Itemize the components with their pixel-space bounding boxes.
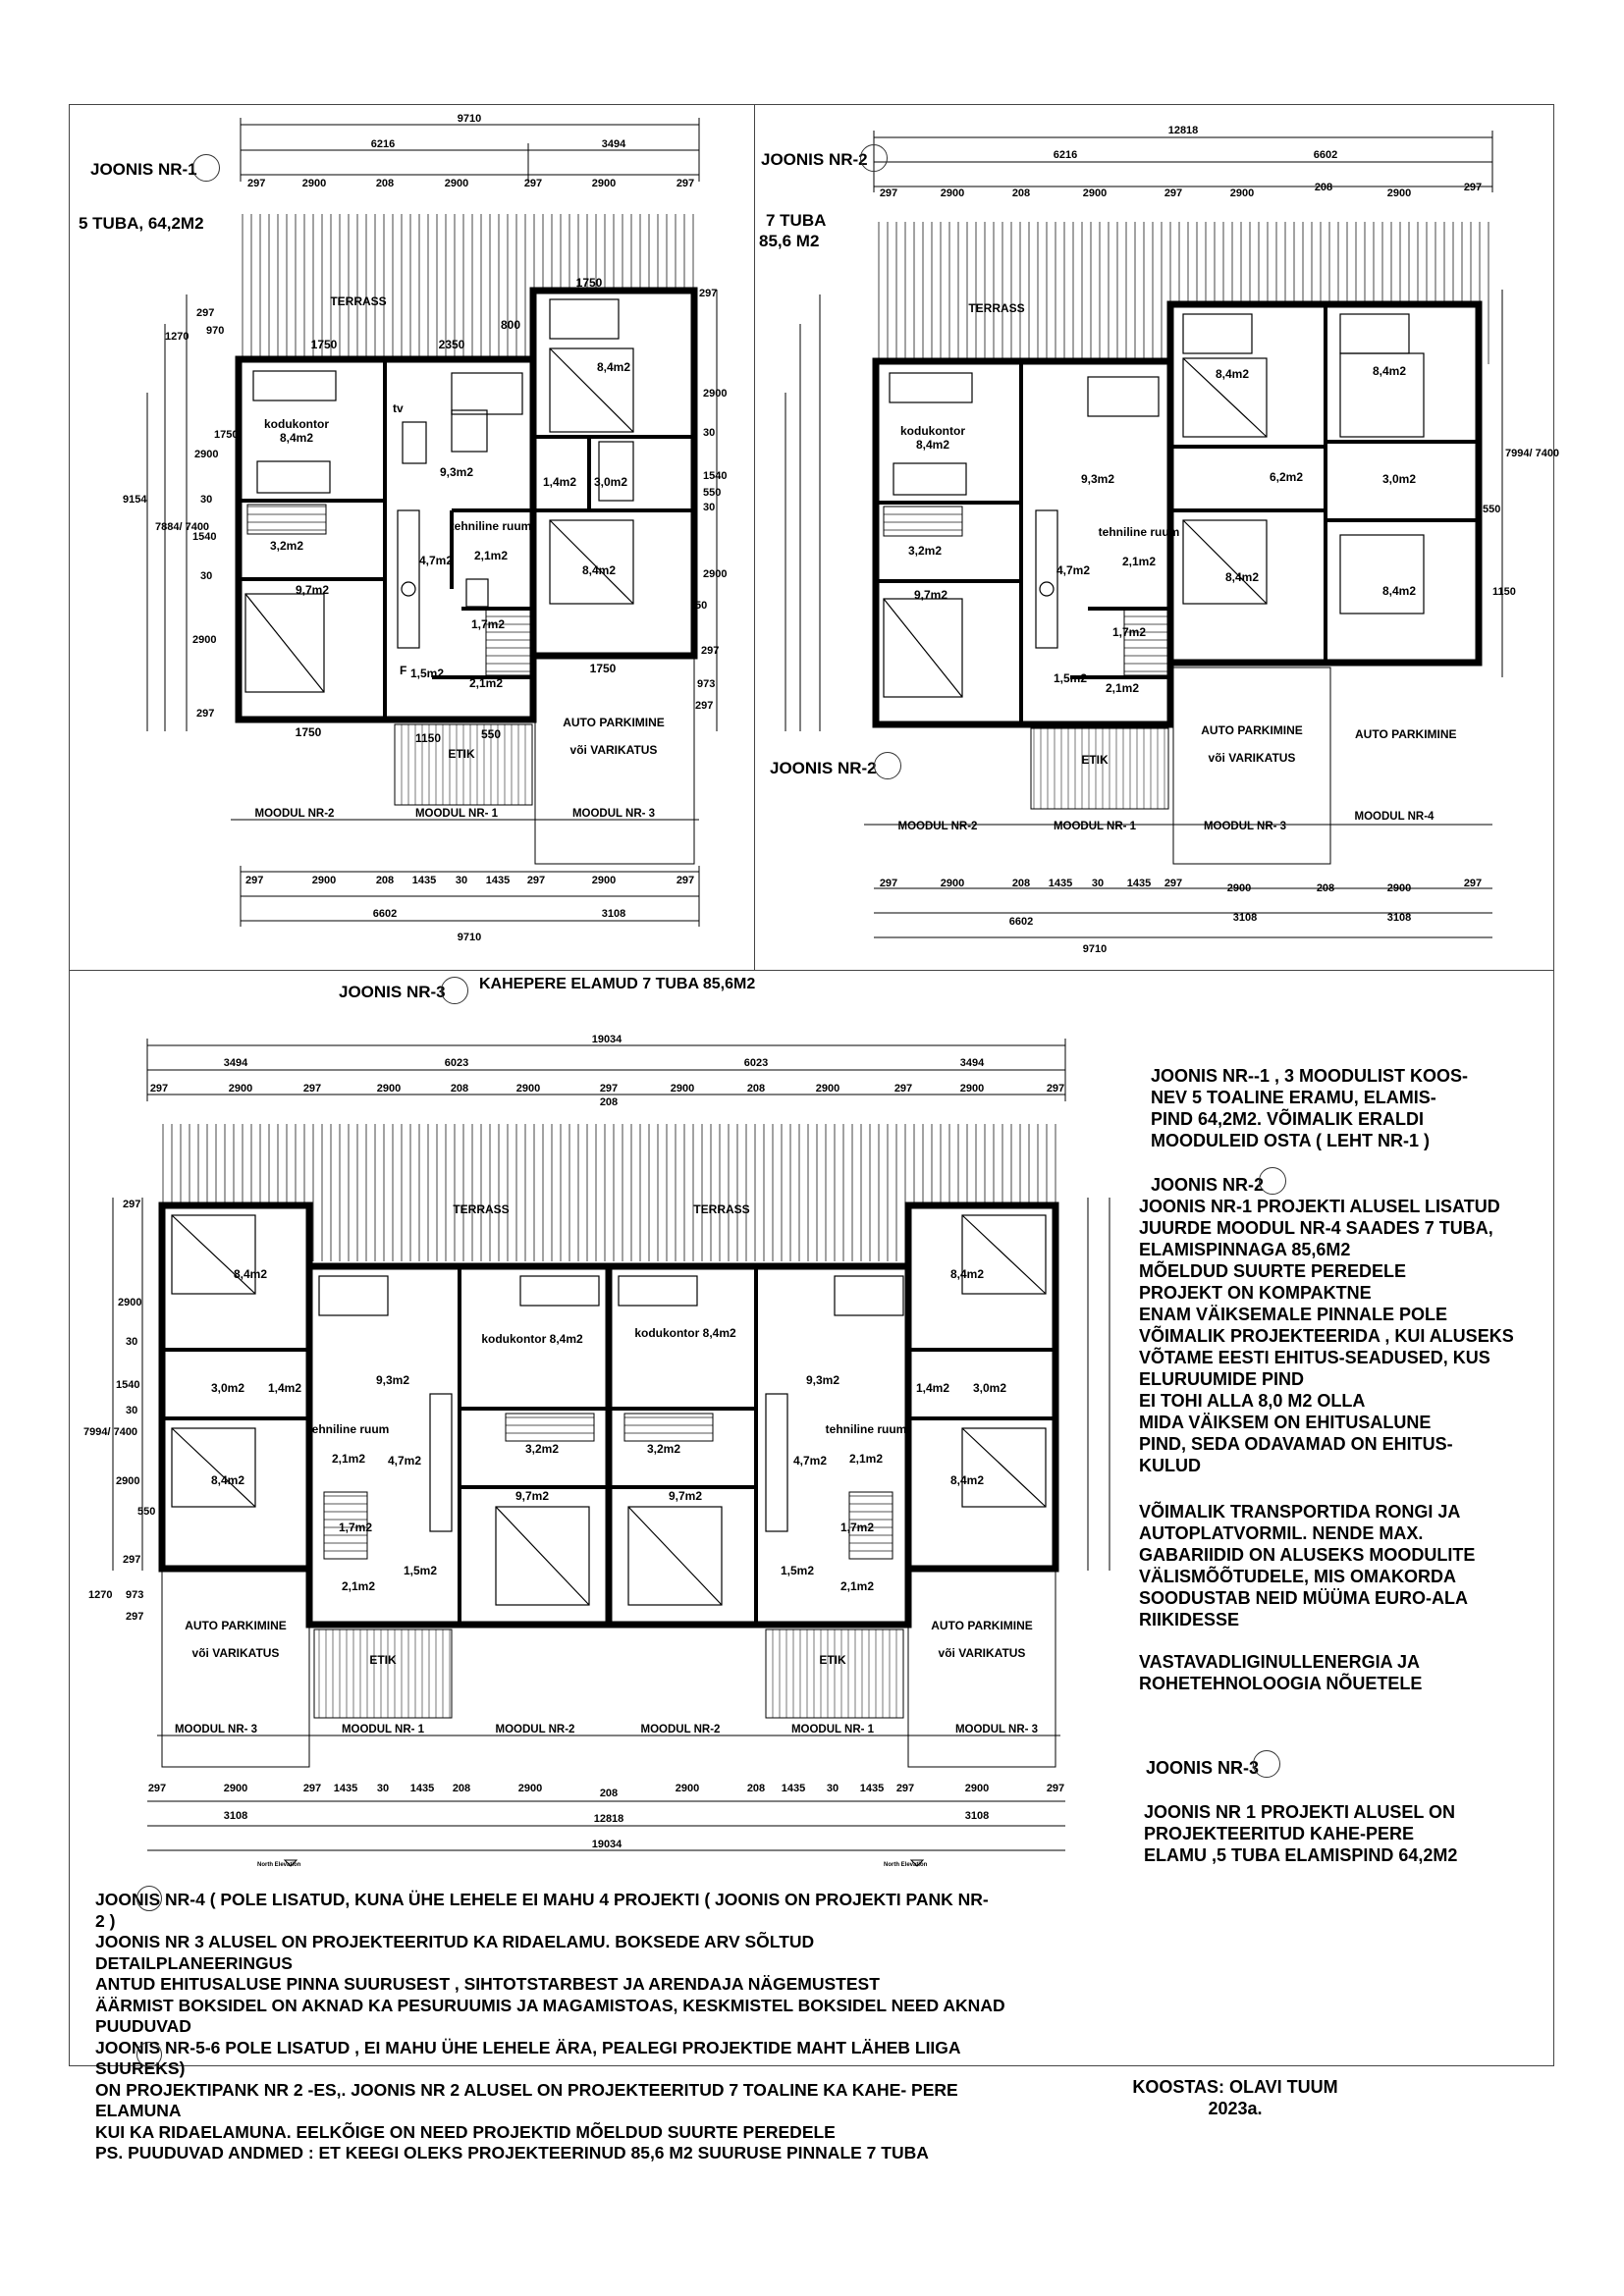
- plan1-dimr-1: 2900: [703, 388, 728, 400]
- plan3-dim-e: 297: [149, 1083, 169, 1095]
- plan-joonis-1: [123, 113, 727, 943]
- plan1-dimb-11: 9710: [457, 932, 482, 943]
- plan2-parking-area: [1173, 667, 1330, 864]
- plan1-parking-area: [535, 658, 694, 864]
- plan1-dim-e: 208: [375, 178, 395, 189]
- plan2-dimb-0: 297: [879, 878, 898, 889]
- joonis-1-title: JOONIS NR-1: [90, 160, 197, 179]
- plan3-entry2-left: 2,1m2: [341, 1579, 376, 1593]
- plan3-dims-0: 297: [123, 1199, 141, 1210]
- plan3-dims-9: 1270: [88, 1589, 113, 1601]
- plan1-dim-d: 2900: [301, 178, 327, 189]
- plan3-dimb-18: 12818: [593, 1813, 624, 1825]
- plan2-dim-a: 6216: [1053, 149, 1078, 161]
- plan3-parking-right-sub: või VARIKATUS: [938, 1646, 1026, 1660]
- plan1-diml-5: 30: [200, 494, 213, 506]
- plan2-terrace: TERRASS: [968, 301, 1025, 315]
- plan1-kitchen: 4,7m2: [418, 554, 454, 567]
- plan1-dimr-9: 973: [697, 678, 716, 690]
- plan2-dimb-8: 208: [1316, 882, 1335, 894]
- plan2-dim-h: 2900: [1229, 187, 1255, 199]
- plan2-dimb-10: 297: [1463, 878, 1483, 889]
- plan3-dim-o: 2900: [815, 1083, 840, 1095]
- plan3-dim-q: 2900: [959, 1083, 985, 1095]
- plan1-dimr-4: 550: [703, 487, 722, 499]
- plan1-w1750-b: 1750: [589, 662, 617, 675]
- plan2-bed-main: 9,7m2: [913, 588, 948, 602]
- plan1-dimb-8: 297: [676, 875, 695, 886]
- joonis-2-bottom-circle: [874, 752, 901, 779]
- plan3-terrace-right: TERRASS: [693, 1202, 750, 1216]
- author-block: [1117, 2076, 1353, 2119]
- plan2-dim-e: 208: [1011, 187, 1031, 199]
- plan3-dimb-16: 297: [1046, 1783, 1065, 1794]
- plan1-diml-9: 30: [200, 570, 213, 582]
- bottom-note-line: SUUREKS): [95, 2058, 186, 2078]
- bottom-note-line: ELAMUNA: [95, 2101, 182, 2120]
- plan3-dimb-20: 19034: [591, 1839, 623, 1850]
- plan3-tech-right: tehniline ruum: [825, 1422, 907, 1436]
- plan2-entry1: 1,5m2: [1053, 671, 1088, 685]
- plan1-diml-6: 9154: [123, 494, 147, 506]
- plan2-module-1: MOODUL NR- 1: [1053, 821, 1137, 832]
- plan2-bed-c: 8,4m2: [1224, 570, 1260, 584]
- note-energy: VASTAVADLIGINULLENERGIA JA ROHETEHNOLOOGIA NÕUETELE: [1139, 1652, 1423, 1693]
- plan3-module-5: MOODUL NR- 3: [954, 1724, 1039, 1735]
- plan3-entry1-left: 1,5m2: [403, 1564, 438, 1577]
- plan2-dimb-2: 208: [1011, 878, 1031, 889]
- plan3-dimb-14: 297: [895, 1783, 915, 1794]
- plan1-dim-total: 9710: [457, 113, 482, 125]
- plan2-dim-k: 297: [1463, 182, 1483, 193]
- plan1-dimr-7: 50: [695, 600, 708, 612]
- bottom-note-line: DETAILPLANEERINGUS: [95, 1952, 293, 1973]
- plan2-dimb-1: 2900: [940, 878, 965, 889]
- plan1-tech-area: 2,1m2: [473, 549, 509, 562]
- plan1-office-area: 8,4m2: [279, 431, 314, 445]
- plan3-bed2-left: 8,4m2: [210, 1473, 245, 1487]
- plan1-living: 9,3m2: [439, 465, 474, 479]
- plan1-diml-4: 2900: [194, 449, 219, 460]
- plan1-terrace: TERRASS: [330, 294, 387, 308]
- plan2-dimr-1: 550: [1483, 504, 1501, 515]
- plan3-hall-right: 1,4m2: [915, 1381, 950, 1395]
- plan1-dimb-5: 1435: [485, 875, 511, 886]
- plan1-module-2: MOODUL NR-2: [254, 808, 335, 820]
- plan1-w2350: 2350: [438, 338, 465, 351]
- note-joonis-2: JOONIS NR-1 PROJEKTI ALUSEL LISATUD JUURDE MOODUL NR-4 SAADES 7 TUBA, ELAMISPINNAGA 85,6M2 MÕELDUD SUURTE PEREDELE PROJEKT ON KOMPAKTNE ENAM VÄIKSEMALE PINNALE POLE VÕIMALIK PROJEKTEERIDA , KUI ALUSEKS VÕTAME EESTI EHITUS-SEADUSED, KUS ELURUUMIDE PIND EI TOHI ALLA 8,0 M2 OLLA MIDA VÄIKSEM ON EHITUSALUNE PIND, SEDA ODAVAMAD ON EHITUS- KULUD: [1139, 1197, 1514, 1475]
- plan3-storage-shelves-left: [506, 1414, 594, 1441]
- plan3-tech-left: tehniline ruum: [307, 1422, 390, 1436]
- note-transport: VÕIMALIK TRANSPORTIDA RONGI JA AUTOPLATVORMIL. NENDE MAX. GABARIIDID ON ALUSEKS MOODULITE VÄLISMÕÕTUDELE, MIS OMAKORDA SOODUSTAB NEID MÜÜMA EURO-ALA RIIKIDESSE: [1139, 1502, 1476, 1629]
- plan2-bed-d: 8,4m2: [1381, 584, 1417, 598]
- joonis-3-heading: KAHEPERE ELAMUD 7 TUBA 85,6M2: [479, 976, 756, 992]
- joonis-2-subtitle-area: 85,6 M2: [759, 232, 820, 250]
- plan-joonis-3: [83, 1034, 1110, 1868]
- plan3-dimb-1: 2900: [223, 1783, 248, 1794]
- plan3-elevation-right: North Elevation: [884, 1862, 928, 1868]
- plan3-dims-1: 2900: [118, 1297, 142, 1308]
- plan3-dimb-3: 1435: [333, 1783, 358, 1794]
- plan2-dimr-0: 7994/ 7400: [1505, 448, 1560, 459]
- plan3-dim-total: 19034: [591, 1034, 623, 1045]
- note-joonis-2-circle: [1259, 1167, 1286, 1195]
- plan1-dimb-10: 3108: [601, 908, 626, 920]
- plan2-porch-deck: [1031, 728, 1168, 809]
- plan3-office-right: kodukontor 8,4m2: [634, 1326, 736, 1340]
- plan3-dimb-12: 30: [826, 1783, 839, 1794]
- plan1-dim-f: 2900: [444, 178, 469, 189]
- plan3-elevation-left: North Elevation: [257, 1862, 301, 1868]
- joonis-3-title: JOONIS NR-3: [339, 983, 446, 1001]
- plan1-dim-g: 297: [523, 178, 543, 189]
- plan3-office-left: kodukontor 8,4m2: [481, 1332, 583, 1346]
- plan3-dims-3: 1540: [116, 1379, 140, 1391]
- plan3-porch-right: ETIK: [819, 1653, 846, 1667]
- plan3-parking-right-label: AUTO PARKIMINE: [931, 1619, 1033, 1632]
- plan3-bath-right: 3,0m2: [972, 1381, 1007, 1395]
- plan3-dimb-5: 1435: [409, 1783, 435, 1794]
- plan3-dims-10: 973: [126, 1589, 144, 1601]
- plan1-dimr-0: 297: [699, 288, 718, 299]
- plan1-w1750: 1750: [310, 338, 338, 351]
- plan3-dim-r: 297: [1046, 1083, 1065, 1095]
- plan3-dim-h: 2900: [376, 1083, 402, 1095]
- plan3-module-0: MOODUL NR- 3: [174, 1724, 258, 1735]
- plan3-walls: [162, 1205, 1056, 1625]
- plan3-bedmain-right: 9,7m2: [668, 1489, 703, 1503]
- plan1-office: kodukontor: [264, 417, 329, 431]
- plan3-dim-g: 297: [302, 1083, 322, 1095]
- plan3-module-3: MOODUL NR-2: [640, 1724, 721, 1735]
- plan1-f: F: [400, 664, 407, 677]
- plan1-w1750-top: 1750: [575, 276, 603, 290]
- plan3-dimb-15: 2900: [964, 1783, 990, 1794]
- plan3-dim-p: 297: [893, 1083, 913, 1095]
- plan3-module-1: MOODUL NR- 1: [341, 1724, 425, 1735]
- plan1-dim-h: 2900: [591, 178, 617, 189]
- note-joonis-1: JOONIS NR--1 , 3 MOODULIST KOOS- NEV 5 TOALINE ERAMU, ELAMIS- PIND 64,2M2. VÕIMALIK ERALDI MOODULEID OSTA ( LEHT NR-1 ): [1151, 1066, 1469, 1150]
- plan2-parking: AUTO PARKIMINE: [1201, 723, 1303, 737]
- plan2-office-area: 8,4m2: [915, 438, 950, 452]
- plan3-storage-right: 3,2m2: [646, 1442, 681, 1456]
- plan3-dim-d: 3494: [959, 1057, 985, 1069]
- note-joonis-2-heading: JOONIS NR-2: [1151, 1175, 1265, 1195]
- plan2-hall: 6,2m2: [1269, 470, 1304, 484]
- plan1-diml-10: 2900: [192, 634, 217, 646]
- joonis-3-title-circle: [441, 977, 468, 1004]
- plan3-bedmain-left: 9,7m2: [514, 1489, 550, 1503]
- plan3-dim-k: 297: [599, 1083, 619, 1095]
- plan2-dim-f: 2900: [1082, 187, 1108, 199]
- plan3-parking-left-sub: või VARIKATUS: [191, 1646, 280, 1660]
- plan2-dimb-3: 1435: [1048, 878, 1073, 889]
- plan2-tech: tehniline ruum: [1098, 525, 1180, 539]
- plan1-dimb-3: 1435: [411, 875, 437, 886]
- note-joonis-3-heading: JOONIS NR-3: [1146, 1758, 1260, 1778]
- plan2-dimb-14: 9710: [1082, 943, 1108, 955]
- plan2-parking-sub: või VARIKATUS: [1208, 751, 1296, 765]
- plan3-dim-n: 208: [746, 1083, 766, 1095]
- plan3-bath-left: 3,0m2: [210, 1381, 245, 1395]
- plan1-storage: 3,2m2: [269, 539, 304, 553]
- plan2-dimb-9: 2900: [1386, 882, 1412, 894]
- plan3-dimb-19: 3108: [964, 1810, 990, 1822]
- plan2-dim-c: 297: [879, 187, 898, 199]
- author-year: 2023a.: [1208, 2099, 1263, 2118]
- plan1-entry2: 2,1m2: [468, 676, 504, 690]
- plan1-dimr-6: 2900: [703, 568, 728, 580]
- bottom-note-line: ÄÄRMIST BOKSIDEL ON AKNAD KA PESURUUMIS JA MAGAMISTOAS, KESKMISTEL BOKSIDEL NEED AKNAD: [95, 1995, 1005, 2015]
- plan3-dimb-4: 30: [376, 1783, 390, 1794]
- plan3-dimb-0: 297: [147, 1783, 167, 1794]
- plan3-porch-deck-right: [766, 1629, 903, 1718]
- plan3-dim-a: 3494: [223, 1057, 248, 1069]
- joonis-1-subtitle: 5 TUBA, 64,2M2: [79, 214, 204, 233]
- bottom-note-line: JOONIS NR-5-6 POLE LISATUD , EI MAHU ÜHE LEHELE ÄRA, PEALEGI PROJEKTIDE MAHT LÄHEB LIIGA: [95, 2037, 961, 2057]
- plan3-dims-8: 297: [123, 1554, 141, 1566]
- plan3-dims-11: 297: [126, 1611, 144, 1623]
- plan2-porch: ETIK: [1081, 753, 1109, 767]
- joonis-2-title-circle: [860, 144, 888, 172]
- plan1-bed-top: 8,4m2: [596, 360, 631, 374]
- bottom-note-line: JOONIS NR-4 ( POLE LISATUD, KUNA ÜHE LEHELE EI MAHU 4 PROJEKTI ( JOONIS ON PROJEKTI PANK NR-: [95, 1890, 989, 1909]
- plan1-dimr-2: 30: [703, 427, 716, 439]
- plan3-hall-left: 1,4m2: [267, 1381, 302, 1395]
- plan2-entry2: 2,1m2: [1105, 681, 1140, 695]
- plan2-dim-j: 2900: [1386, 187, 1412, 199]
- plan3-dimb-7: 2900: [517, 1783, 543, 1794]
- plan1-dimr-8: 297: [701, 645, 720, 657]
- plan1-module-1: MOODUL NR- 1: [414, 808, 499, 820]
- plan1-dimb-1: 2900: [311, 875, 337, 886]
- bottom-notes: [95, 1890, 1005, 2164]
- plan-joonis-2: [785, 125, 1559, 955]
- plan3-dimb-9: 2900: [675, 1783, 700, 1794]
- plan2-dimb-5: 1435: [1126, 878, 1152, 889]
- plan3-parking-right: [908, 1571, 1056, 1767]
- plan3-dimb-13: 1435: [859, 1783, 885, 1794]
- plan3-dims-7: 550: [137, 1506, 156, 1518]
- plan3-parking-left-label: AUTO PARKIMINE: [185, 1619, 287, 1632]
- plan1-w800: 800: [500, 318, 521, 332]
- plan1-parking-sub: või VARIKATUS: [569, 743, 658, 757]
- bottom-note-line: PS. PUUDUVAD ANDMED : ET KEEGI OLEKS PROJEKTEERINUD 85,6 M2 SUURUSE PINNALE 7 TUBA: [95, 2143, 929, 2163]
- plan3-entry2-right: 2,1m2: [839, 1579, 875, 1593]
- plan2-dimb-7: 2900: [1226, 882, 1252, 894]
- plan3-dimb-11: 1435: [781, 1783, 806, 1794]
- plan3-bed-left: 8,4m2: [233, 1267, 268, 1281]
- plan1-diml-8: 1540: [192, 531, 217, 543]
- plan3-dim-i: 208: [450, 1083, 469, 1095]
- plan1-tv: tv: [393, 401, 404, 415]
- plan3-storage-left: 3,2m2: [524, 1442, 560, 1456]
- plan3-parking-left: [162, 1571, 309, 1767]
- plan1-w1150: 1150: [414, 731, 442, 745]
- plan2-dim-d: 2900: [940, 187, 965, 199]
- plan1-diml-3: 1750: [214, 429, 239, 441]
- plan2-parking-2: AUTO PARKIMINE: [1355, 727, 1457, 741]
- plan1-dimr-5: 30: [703, 502, 716, 513]
- plan1-bed-main: 9,7m2: [295, 583, 330, 597]
- bottom-note-joonis-4-circle: [136, 1886, 162, 1911]
- plan1-entry1: 1,5m2: [409, 667, 445, 680]
- plan1-dimr-3: 1540: [703, 470, 728, 482]
- plan2-dim-b: 6602: [1313, 149, 1338, 161]
- joonis-1-title-circle: [192, 154, 220, 182]
- plan1-dimb-6: 297: [526, 875, 546, 886]
- plan2-dim-total: 12818: [1167, 125, 1199, 136]
- plan1-w1750-c: 1750: [295, 725, 322, 739]
- plan1-dim-c: 297: [247, 178, 266, 189]
- plan2-bath: 3,0m2: [1381, 472, 1417, 486]
- plan2-dimb-13: 3108: [1386, 912, 1412, 924]
- bottom-note-line: ANTUD EHITUSALUSE PINNA SUURUSEST , SIHTOTSTARBEST JA ARENDAJA NÄGEMUSTEST: [95, 1974, 880, 1994]
- plan3-terrace-left: TERRASS: [453, 1202, 510, 1216]
- plan3-dim-m: 2900: [670, 1083, 695, 1095]
- plan1-tech: tehniline ruum: [450, 519, 532, 533]
- plan3-kitchen-right: 4,7m2: [792, 1454, 828, 1468]
- plan3-porch-left: ETIK: [369, 1653, 397, 1667]
- plan1-w550: 550: [480, 727, 502, 741]
- plan2-module-2: MOODUL NR-2: [897, 821, 978, 832]
- plan3-wc-right: 1,7m2: [839, 1521, 875, 1534]
- plan3-dim-j: 2900: [515, 1083, 541, 1095]
- plan1-diml-0: 297: [196, 307, 215, 319]
- plan1-dim-a: 6216: [370, 138, 396, 150]
- bottom-note-line: ON PROJEKTIPANK NR 2 -ES,. JOONIS NR 2 ALUSEL ON PROJEKTEERITUD 7 TOALINE KA KAHE- PERE: [95, 2079, 958, 2100]
- plan3-dim-b: 6023: [444, 1057, 469, 1069]
- author-name: KOOSTAS: OLAVI TUUM: [1132, 2077, 1338, 2097]
- plan3-storage-shelves-right: [624, 1414, 713, 1441]
- plan3-dimb-8: 208: [599, 1788, 619, 1799]
- joonis-2-bottom-label: JOONIS NR-2: [770, 759, 877, 777]
- plan3-dimb-6: 208: [452, 1783, 471, 1794]
- plan2-shower: [1124, 609, 1167, 675]
- plan3-kitchen-left: 4,7m2: [387, 1454, 422, 1468]
- plan2-dimb-4: 30: [1091, 878, 1105, 889]
- joonis-2-title: JOONIS NR-2: [761, 150, 868, 169]
- plan2-office: kodukontor: [900, 424, 965, 438]
- plan2-dimb-12: 3108: [1232, 912, 1258, 924]
- plan3-dimb-10: 208: [746, 1783, 766, 1794]
- plan2-living: 9,3m2: [1080, 472, 1115, 486]
- plan2-kitchen: 4,7m2: [1056, 563, 1091, 577]
- plan3-dimb-17: 3108: [223, 1810, 248, 1822]
- plan3-dim-f: 2900: [228, 1083, 253, 1095]
- plan2-tech-area: 2,1m2: [1121, 555, 1157, 568]
- plan3-tech-area-right: 2,1m2: [848, 1452, 884, 1466]
- note-joonis-3-circle: [1253, 1750, 1280, 1778]
- plan1-bed-low: 8,4m2: [581, 563, 617, 577]
- plan3-module-2: MOODUL NR-2: [495, 1724, 575, 1735]
- plan2-dimb-11: 6602: [1008, 916, 1034, 928]
- plan2-dim-i: 208: [1314, 182, 1333, 193]
- plan1-parking: AUTO PARKIMINE: [563, 716, 665, 729]
- plan1-bath: 3,0m2: [593, 475, 628, 489]
- plan3-dims-6: 2900: [116, 1475, 140, 1487]
- plan2-module-4: MOODUL NR-4: [1354, 811, 1435, 823]
- plan1-dimb-0: 297: [245, 875, 264, 886]
- plan3-dimb-2: 297: [302, 1783, 322, 1794]
- plan1-storage-shelves: [247, 505, 326, 534]
- plan3-bed2-right: 8,4m2: [949, 1473, 985, 1487]
- note-joonis-3: JOONIS NR 1 PROJEKTI ALUSEL ON PROJEKTEERITUD KAHE-PERE ELAMU ,5 TUBA ELAMISPIND 64,2M2: [1144, 1802, 1458, 1865]
- plan2-bed-b: 8,4m2: [1372, 364, 1407, 378]
- plan1-porch: ETIK: [448, 747, 475, 761]
- plan3-dims-5: 7994/ 7400: [83, 1426, 138, 1438]
- plan3-dims-2: 30: [126, 1336, 138, 1348]
- plan1-wc: 1,7m2: [470, 617, 506, 631]
- plan2-bed-a: 8,4m2: [1215, 367, 1250, 381]
- plan3-porch-deck-left: [314, 1629, 452, 1718]
- plan2-module-3: MOODUL NR- 3: [1203, 821, 1287, 832]
- bottom-note-line: JOONIS NR 3 ALUSEL ON PROJEKTEERITUD KA RIDAELAMU. BOKSEDE ARV SÕLTUD: [95, 1932, 815, 1951]
- plan1-dimb-4: 30: [455, 875, 468, 886]
- plan3-entry1-right: 1,5m2: [780, 1564, 815, 1577]
- bottom-note-line: PUUDUVAD: [95, 2016, 191, 2036]
- plan2-dimb-6: 297: [1164, 878, 1183, 889]
- plan1-diml-7: 7884/ 7400: [155, 521, 210, 533]
- plan1-dimb-9: 6602: [372, 908, 398, 920]
- plan1-module-3: MOODUL NR- 3: [571, 808, 656, 820]
- plan1-diml-11: 297: [196, 708, 215, 720]
- plan1-diml-2: 1270: [165, 331, 189, 343]
- bottom-note-line: 2 ): [95, 1910, 116, 1931]
- plan3-dims-4: 30: [126, 1405, 138, 1416]
- plan3-living-left: 9,3m2: [375, 1373, 410, 1387]
- plan3-wc-left: 1,7m2: [338, 1521, 373, 1534]
- bottom-note-joonis-5-circle: [136, 2042, 162, 2067]
- plan2-wc: 1,7m2: [1111, 625, 1147, 639]
- plan1-dim-b: 3494: [601, 138, 626, 150]
- plan2-storage: 3,2m2: [907, 544, 943, 558]
- plan3-living-right: 9,3m2: [805, 1373, 840, 1387]
- plan2-dimr-2: 1150: [1492, 586, 1516, 598]
- plan3-bed-right: 8,4m2: [949, 1267, 985, 1281]
- plan3-tech-area-left: 2,1m2: [331, 1452, 366, 1466]
- bottom-note-line: KUI KA RIDAELAMUNA. EELKÕIGE ON NEED PROJEKTID MÕELDUD SUURTE PEREDELE: [95, 2121, 836, 2142]
- plan1-dimb-7: 2900: [591, 875, 617, 886]
- plan2-storage-shelves: [884, 507, 962, 536]
- plan1-hall: 1,4m2: [542, 475, 577, 489]
- plan3-module-4: MOODUL NR- 1: [790, 1724, 875, 1735]
- plan2-dim-g: 297: [1164, 187, 1183, 199]
- plan1-dimb-2: 208: [375, 875, 395, 886]
- plan1-dim-i: 297: [676, 178, 695, 189]
- plan1-diml-1: 970: [206, 325, 225, 337]
- plan3-dim-c: 6023: [743, 1057, 769, 1069]
- plan3-dim-l: 208: [599, 1096, 619, 1108]
- plan1-dimr-10: 297: [695, 700, 714, 712]
- joonis-2-subtitle-rooms: 7 TUBA: [766, 211, 827, 230]
